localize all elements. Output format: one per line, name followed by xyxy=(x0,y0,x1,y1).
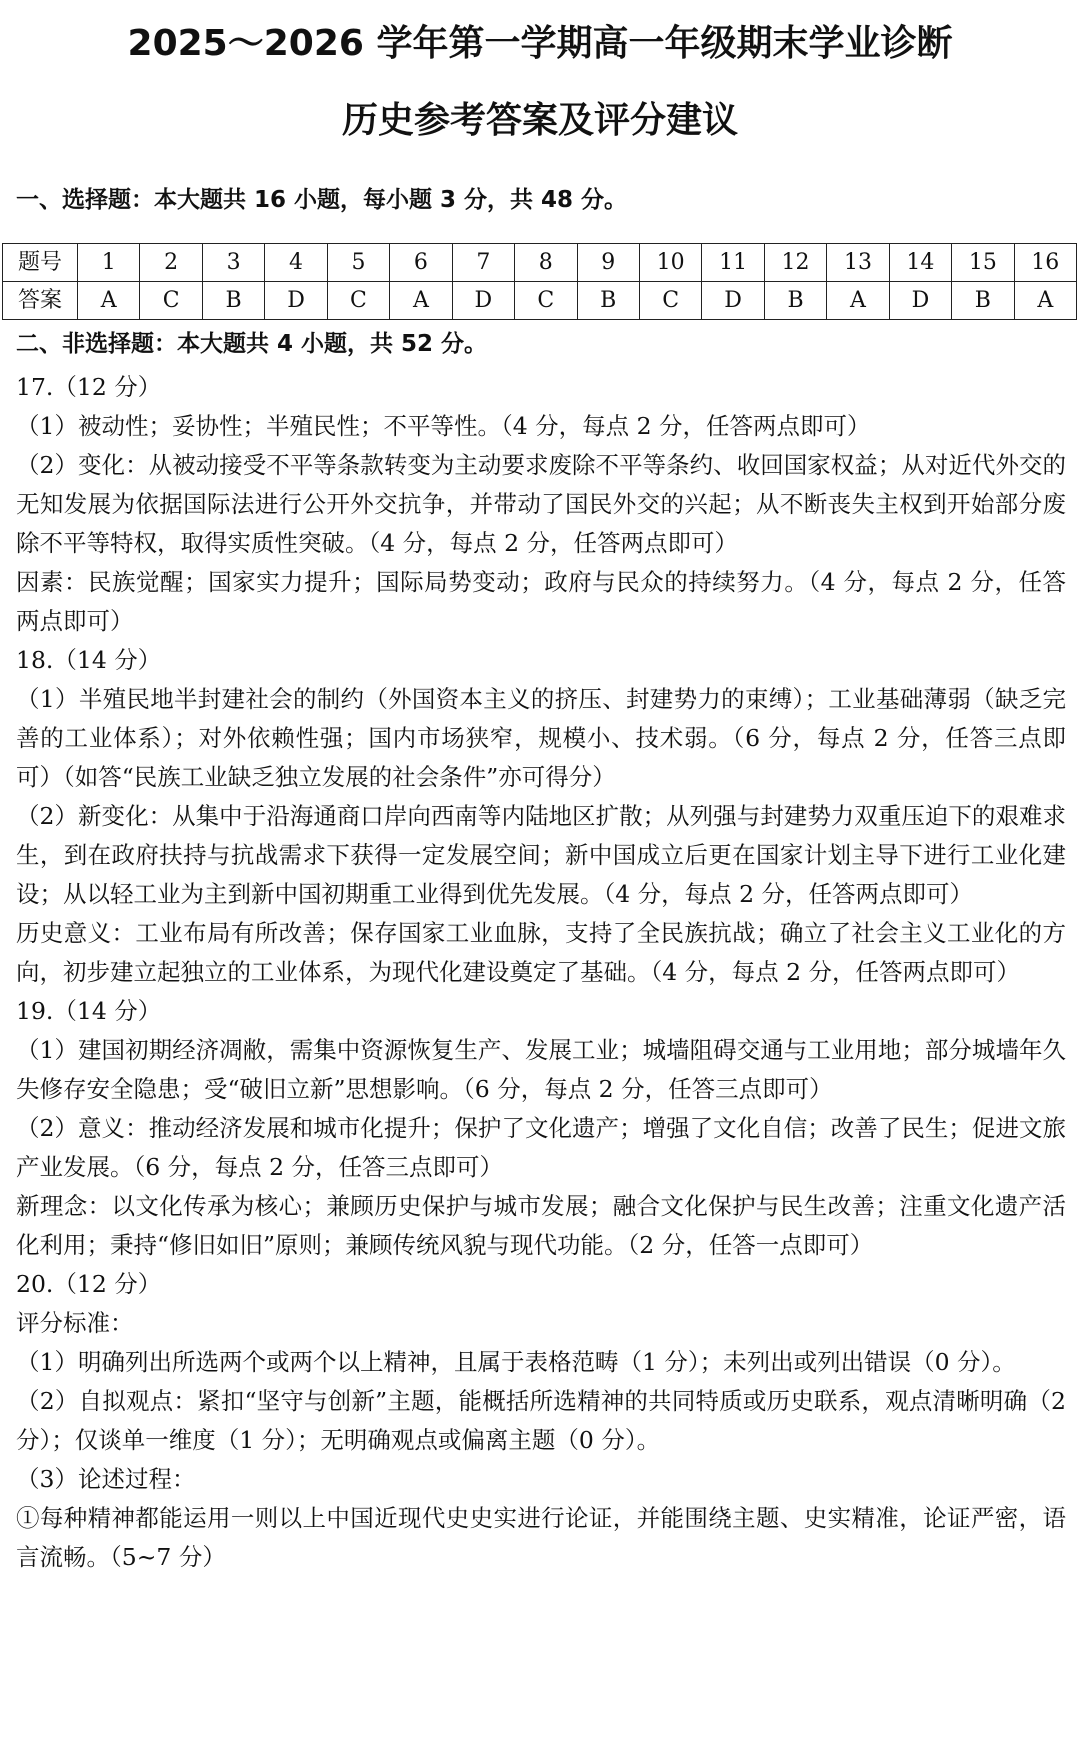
answer-cell: C xyxy=(515,282,577,320)
answer-cell: B xyxy=(577,282,639,320)
answer-cell: D xyxy=(889,282,951,320)
question-number: 7 xyxy=(452,244,514,282)
answer-paragraph: （2）意义：推动经济发展和城市化提升；保护了文化遗产；增强了文化自信；改善了民生；促进文旅产业发展。（6 分，每点 2 分，任答三点即可） xyxy=(16,1114,1066,1181)
question-number: 8 xyxy=(515,244,577,282)
question-number: 9 xyxy=(577,244,639,282)
answer-body xyxy=(16,368,1066,1577)
answer-cell: B xyxy=(952,282,1014,320)
answer-paragraph: 评分标准： xyxy=(16,1309,134,1337)
question-number: 11 xyxy=(702,244,764,282)
answer-cell: A xyxy=(78,282,140,320)
answer-paragraph: ①每种精神都能运用一则以上中国近现代史史实进行论证，并能围绕主题、史实精准，论证严密，语言流畅。（5~7 分） xyxy=(16,1504,1066,1571)
question-18-heading: 18.（14 分） xyxy=(16,646,162,674)
question-20-heading: 20.（12 分） xyxy=(16,1270,162,1298)
answer-cell: B xyxy=(764,282,826,320)
row-label: 答案 xyxy=(3,282,78,320)
answer-paragraph: 历史意义：工业布局有所改善；保存国家工业血脉，支持了全民族抗战；确立了社会主义工业化的方向，初步建立起独立的工业体系，为现代化建设奠定了基础。（4 分，每点 2 分，任答两点即可） xyxy=(16,919,1066,986)
question-number: 4 xyxy=(265,244,327,282)
document-title: 2025～2026 学年第一学期高一年级期末学业诊断 xyxy=(127,23,953,64)
question-number: 15 xyxy=(952,244,1014,282)
question-19-heading: 19.（14 分） xyxy=(16,997,162,1025)
answer-paragraph: （1）建国初期经济凋敝，需集中资源恢复生产、发展工业；城墙阻碍交通与工业用地；部分城墙年久失修存安全隐患；受“破旧立新”思想影响。（6 分，每点 2 分，任答三点即可） xyxy=(16,1036,1066,1103)
answer-row xyxy=(3,282,1077,320)
answer-cell: D xyxy=(452,282,514,320)
answer-paragraph: 新理念：以文化传承为核心；兼顾历史保护与城市发展；融合文化保护与民生改善；注重文化遗产活化利用；秉持“修旧如旧”原则；兼顾传统风貌与现代功能。（2 分，任答一点即可） xyxy=(16,1192,1066,1259)
question-number-row xyxy=(3,244,1077,282)
question-number: 3 xyxy=(202,244,264,282)
section1-heading: 一、选择题：本大题共 16 小题，每小题 3 分，共 48 分。 xyxy=(16,187,628,213)
question-number: 13 xyxy=(827,244,889,282)
answer-table xyxy=(2,243,1077,320)
question-number: 1 xyxy=(78,244,140,282)
answer-cell: D xyxy=(265,282,327,320)
question-number: 6 xyxy=(390,244,452,282)
row-label: 题号 xyxy=(3,244,78,282)
answer-cell: A xyxy=(827,282,889,320)
answer-paragraph: （1）半殖民地半封建社会的制约（外国资本主义的挤压、封建势力的束缚）；工业基础薄弱（缺乏完善的工业体系）；对外依赖性强；国内市场狭窄，规模小、技术弱。（6 分，每点 2 分，任答三点即可）（如答“民族工业缺乏独立发展的社会条件”亦可得分） xyxy=(16,685,1066,791)
answer-cell: C xyxy=(140,282,202,320)
answer-cell: D xyxy=(702,282,764,320)
answer-paragraph: （2）新变化：从集中于沿海通商口岸向西南等内陆地区扩散；从列强与封建势力双重压迫下的艰难求生，到在政府扶持与抗战需求下获得一定发展空间；新中国成立后更在国家计划主导下进行工业化建设；从以轻工业为主到新中国初期重工业得到优先发展。（4 分，每点 2 分，任答两点即可） xyxy=(16,802,1066,908)
answer-paragraph: （2）变化：从被动接受不平等条款转变为主动要求废除不平等条约、收回国家权益；从对近代外交的无知发展为依据国际法进行公开外交抗争，并带动了国民外交的兴起；从不断丧失主权到开始部分废除不平等特权，取得实质性突破。（4 分，每点 2 分，任答两点即可） xyxy=(16,451,1066,557)
question-number: 16 xyxy=(1014,244,1076,282)
answer-paragraph: （2）自拟观点：紧扣“坚守与创新”主题，能概括所选精神的共同特质或历史联系，观点清晰明确（2 分）；仅谈单一维度（1 分）；无明确观点或偏离主题（0 分）。 xyxy=(16,1387,1066,1454)
answer-cell: C xyxy=(327,282,389,320)
answer-cell: C xyxy=(639,282,701,320)
question-number: 14 xyxy=(889,244,951,282)
document-subtitle: 历史参考答案及评分建议 xyxy=(341,100,738,141)
question-number: 12 xyxy=(764,244,826,282)
answer-cell: B xyxy=(202,282,264,320)
answer-paragraph: （3）论述过程： xyxy=(16,1465,196,1493)
answer-cell: A xyxy=(390,282,452,320)
answer-paragraph: （1）明确列出所选两个或两个以上精神，且属于表格范畴（1 分）；未列出或列出错误（0 分）。 xyxy=(16,1348,1016,1376)
answer-cell: A xyxy=(1014,282,1076,320)
answer-paragraph: 因素：民族觉醒；国家实力提升；国际局势变动；政府与民众的持续努力。（4 分，每点 2 分，任答两点即可） xyxy=(16,568,1066,635)
section2-heading: 二、非选择题：本大题共 4 小题，共 52 分。 xyxy=(16,331,488,357)
answer-paragraph: （1）被动性；妥协性；半殖民性；不平等性。（4 分，每点 2 分，任答两点即可） xyxy=(16,412,871,440)
question-number: 10 xyxy=(639,244,701,282)
question-number: 5 xyxy=(327,244,389,282)
question-17-heading: 17.（12 分） xyxy=(16,373,162,401)
question-number: 2 xyxy=(140,244,202,282)
